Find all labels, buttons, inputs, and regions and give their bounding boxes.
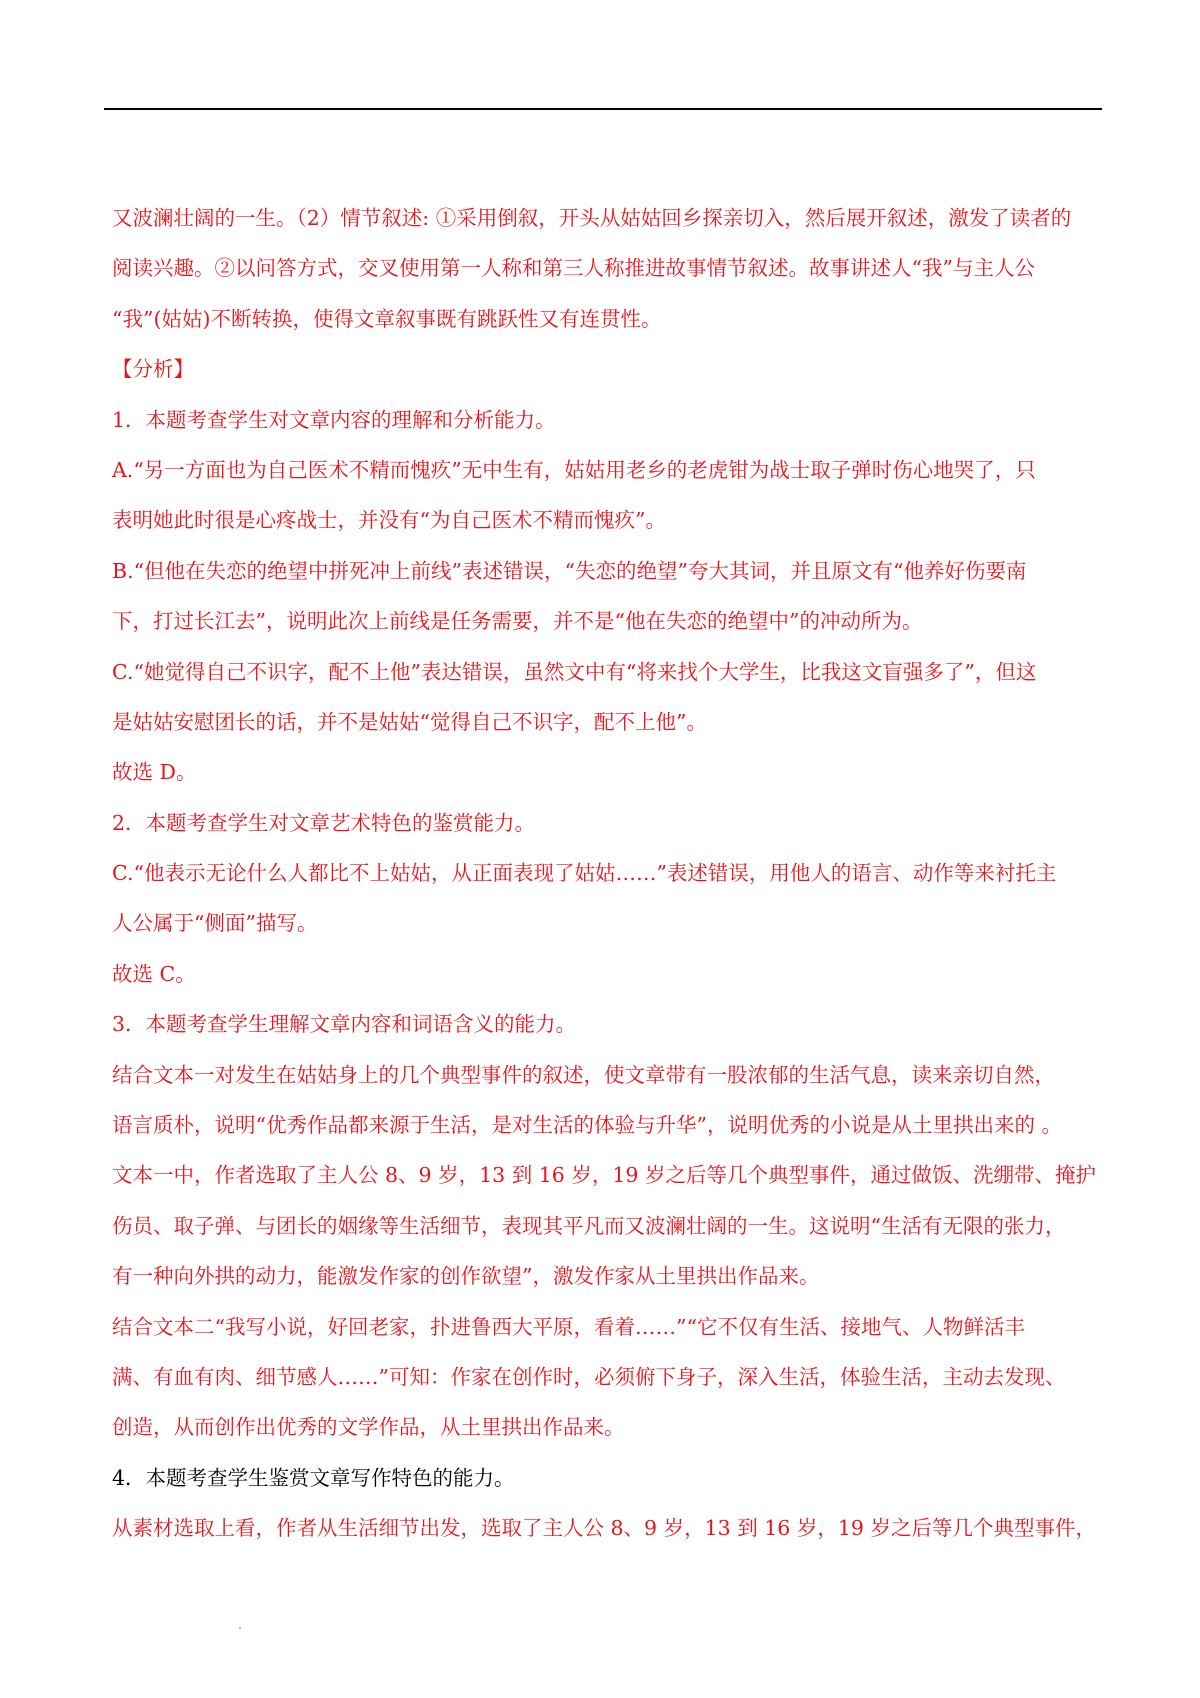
header-rule <box>104 108 1102 110</box>
text-line: “我”(姑姑)不断转换，使得文章叙事既有跳跃性又有连贯性。 <box>112 306 662 331</box>
stray-dot <box>239 1627 241 1629</box>
text-line: 语言质朴，说明“优秀作品都来源于生活，是对生活的体验与升华”，说明优秀的小说是从土里拱出来的 。 <box>112 1113 1062 1138</box>
document-body <box>112 196 1098 1557</box>
answer-line: 故选 D。 <box>112 760 197 785</box>
text-line: 从素材选取上看，作者从生活细节出发，选取了主人公 8、9 岁，13 到 16 岁，19 岁之后等几个典型事件， <box>112 1516 1096 1541</box>
text-line: 是姑姑安慰团长的话，并不是姑姑“觉得自己不识字，配不上他”。 <box>112 709 707 734</box>
question-3-heading: 3．本题考查学生理解文章内容和词语含义的能力。 <box>112 1012 577 1037</box>
text-line: 下，打过长江去”，说明此次上前线是任务需要，并不是“他在失恋的绝望中”的冲动所为。 <box>112 609 923 634</box>
answer-line: 故选 C。 <box>112 961 196 986</box>
text-line: 有一种向外拱的动力，能激发作家的创作欲望”，激发作家从土里拱出作品来。 <box>112 1264 820 1289</box>
text-line: 创造，从而创作出优秀的文学作品，从土里拱出作品来。 <box>112 1415 625 1440</box>
text-line: C.“她觉得自己不识字，配不上他”表达错误，虽然文中有“将来找个大学生，比我这文盲强多了”，但这 <box>112 659 1037 684</box>
text-line: 伤员、取子弹、与团长的姻缘等生活细节，表现其平凡而又波澜壮阔的一生。这说明“生活有无限的张力， <box>112 1213 1066 1238</box>
text-line: 阅读兴趣。②以问答方式，交叉使用第一人称和第三人称推进故事情节叙述。故事讲述人“我”与主人公 <box>112 256 1035 281</box>
question-4-heading: 4．本题考查学生鉴赏文章写作特色的能力。 <box>112 1465 515 1490</box>
text-line: 又波澜壮阔的一生。（2）情节叙述: ①采用倒叙，开头从姑姑回乡探亲切入，然后展开叙述，激发了读者的 <box>112 206 1072 230</box>
text-line: 人公属于“侧面”描写。 <box>112 911 318 936</box>
text-line: 结合文本二“我写小说，好回老家，扑进鲁西大平原，看着……”“它不仅有生活、接地气、人物鲜活丰 <box>112 1314 1025 1339</box>
section-heading-analysis: 【分析】 <box>112 357 194 382</box>
text-line: 结合文本一对发生在姑姑身上的几个典型事件的叙述，使文章带有一股浓郁的生活气息，读来亲切自然， <box>112 1062 1055 1087</box>
text-line: 表明她此时很是心疼战士，并没有“为自己医术不精而愧疚”。 <box>112 508 666 533</box>
text-line: 满、有血有肉、细节感人……”可知：作家在创作时，必须俯下身子，深入生活，体验生活，主动去发现、 <box>112 1364 1066 1389</box>
question-2-heading: 2．本题考查学生对文章艺术特色的鉴赏能力。 <box>112 810 536 835</box>
text-line: A.“另一方面也为自己医术不精而愧疚”无中生有，姑姑用老乡的老虎钳为战士取子弹时伤心地哭了，只 <box>112 457 1036 482</box>
text-line: C.“他表示无论什么人都比不上姑姑，从正面表现了姑姑……”表述错误，用他人的语言、动作等来衬托主 <box>112 861 1057 886</box>
question-1-heading: 1．本题考查学生对文章内容的理解和分析能力。 <box>112 407 556 432</box>
text-line: 文本一中，作者选取了主人公 8、9 岁，13 到 16 岁，19 岁之后等几个典型事件，通过做饭、洗绷带、掩护 <box>112 1163 1096 1188</box>
text-line: B.“但他在失恋的绝望中拼死冲上前线”表述错误，“失恋的绝望”夸大其词，并且原文有“他养好伤要南 <box>112 558 1027 583</box>
